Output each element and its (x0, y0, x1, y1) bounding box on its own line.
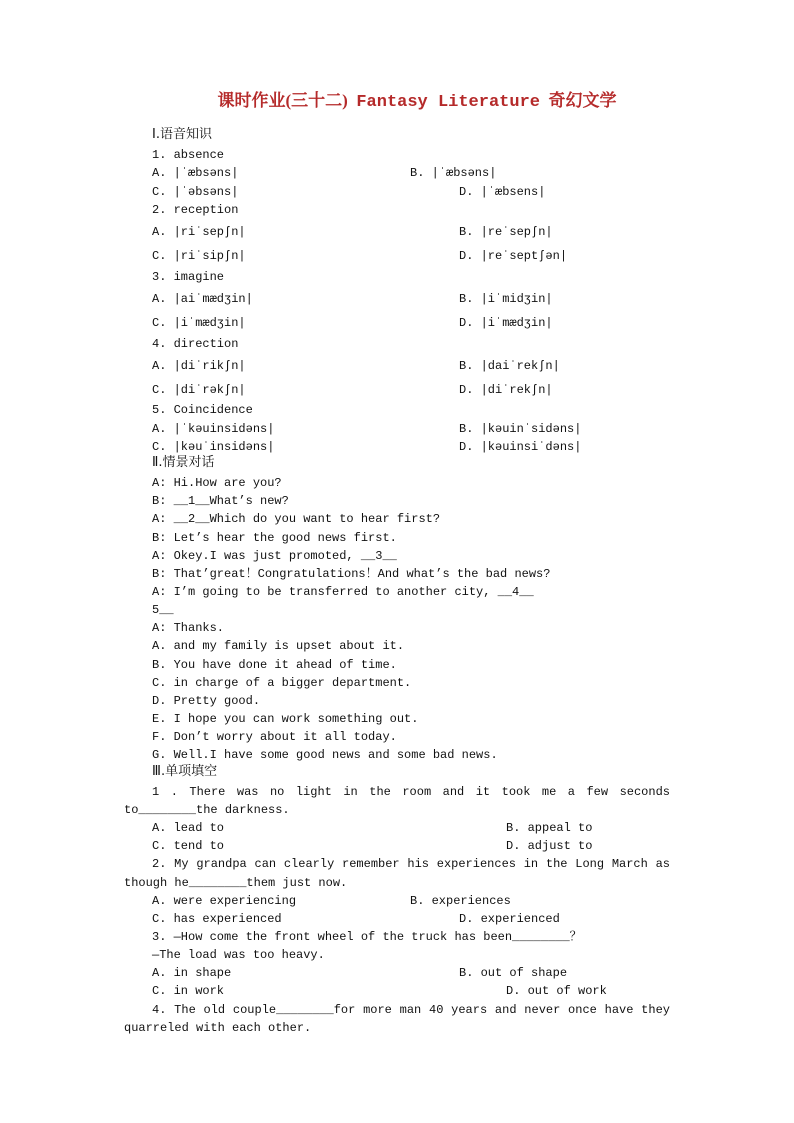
dialogue-line: B: Let’s hear the good news first. (152, 531, 397, 545)
dialogue-line: 5__ (152, 603, 174, 617)
q5-word: 5. Coincidence (152, 403, 253, 417)
mc1-option-d: D. adjust to (506, 839, 593, 853)
mc4-stem-line2: quarreled with each other. (124, 1021, 312, 1035)
mc3-option-d: D. out of work (506, 984, 607, 998)
mc3-stem-line1: 3. —How come the front wheel of the truck has been________？ (152, 930, 582, 944)
dialogue-line: A: Hi.How are you? (152, 476, 282, 490)
q1-option-d: D. |ˈæbsens| (459, 185, 546, 199)
dialogue-line: A: __2__Which do you want to hear first? (152, 512, 441, 526)
q3-option-c: C. |iˈmædʒin| (152, 316, 246, 330)
q1-option-a: A. |ˈæbsəns| (152, 166, 239, 180)
mc1-stem-line1: 1 . There was no light in the room and it took me a few seconds (152, 785, 670, 799)
q2-option-a: A. |riˈsepʃn| (152, 225, 246, 239)
mc2-stem-line2: though he________them just now. (124, 876, 348, 890)
dialogue-line: B: That’great！Congratulations！And what’s the bad news? (152, 567, 551, 581)
dialogue-option: C. in charge of a bigger department. (152, 676, 412, 690)
q4-option-d: D. |diˈrekʃn| (459, 383, 553, 397)
title-en: Fantasy Literature (356, 93, 540, 112)
dialogue-line: A: Thanks. (152, 621, 225, 635)
q4-option-a: A. |diˈrikʃn| (152, 359, 246, 373)
mc3-stem-line2: —The load was too heavy. (152, 948, 325, 962)
q2-option-b: B. |reˈsepʃn| (459, 225, 553, 239)
dialogue-line: A: Okey.I was just promoted, __3__ (152, 549, 397, 563)
q2-option-d: D. |reˈseptʃən| (459, 249, 568, 263)
q1-option-c: C. |ˈəbsəns| (152, 185, 239, 199)
dialogue-line: A: I’m going to be transferred to another city, __4__ (152, 585, 534, 599)
mc2-option-c: C. has experienced (152, 912, 282, 926)
section1-heading: Ⅰ.语音知识 (152, 127, 212, 142)
title-cn-part1: 课时作业(三十二) (217, 91, 348, 110)
dialogue-line: B: __1__What’s new? (152, 494, 289, 508)
dialogue-option: A. and my family is upset about it. (152, 639, 405, 653)
mc1-option-a: A. lead to (152, 821, 225, 835)
q5-option-c: C. |kəuˈinsidəns| (152, 440, 275, 454)
title-cn-part2: 奇幻文学 (548, 91, 617, 110)
mc4-stem-line1: 4. The old couple________for more man 40 years and never once have they (152, 1003, 670, 1017)
mc3-option-a: A. in shape (152, 966, 232, 980)
mc3-option-b: B. out of shape (459, 966, 568, 980)
dialogue-option: B. You have done it ahead of time. (152, 658, 397, 672)
q5-option-d: D. |kəuinsiˈdəns| (459, 440, 582, 454)
q4-option-c: C. |diˈrəkʃn| (152, 383, 246, 397)
mc2-option-a: A. were experiencing (152, 894, 297, 908)
mc2-option-d: D. experienced (459, 912, 560, 926)
q5-option-b: B. |kəuinˈsidəns| (459, 422, 582, 436)
q4-word: 4. direction (152, 337, 239, 351)
mc3-option-c: C. in work (152, 984, 225, 998)
q3-option-d: D. |iˈmædʒin| (459, 316, 553, 330)
q4-option-b: B. |daiˈrekʃn| (459, 359, 560, 373)
mc2-option-b: B. experiences (410, 894, 511, 908)
q1-word: 1. absence (152, 148, 225, 162)
q1-option-b: B. |ˈæbsəns| (410, 166, 497, 180)
q2-word: 2. reception (152, 203, 239, 217)
dialogue-option: D. Pretty good. (152, 694, 261, 708)
q3-option-a: A. |aiˈmædʒin| (152, 292, 253, 306)
mc1-stem-line2: to________the darkness. (124, 803, 290, 817)
q2-option-c: C. |riˈsipʃn| (152, 249, 246, 263)
section3-heading: Ⅲ.单项填空 (152, 764, 218, 779)
section2-heading: Ⅱ.情景对话 (152, 455, 215, 470)
page-title (0, 86, 794, 112)
dialogue-option: E. I hope you can work something out. (152, 712, 419, 726)
mc1-option-c: C. tend to (152, 839, 225, 853)
dialogue-option: F. Don’t worry about it all today. (152, 730, 397, 744)
q5-option-a: A. |ˈkəuinsidəns| (152, 422, 275, 436)
dialogue-option: G. Well.I have some good news and some bad news. (152, 748, 498, 762)
mc1-option-b: B. appeal to (506, 821, 593, 835)
q3-word: 3. imagine (152, 270, 225, 284)
mc2-stem-line1: 2. My grandpa can clearly remember his experiences in the Long March as (152, 857, 670, 871)
q3-option-b: B. |iˈmidʒin| (459, 292, 553, 306)
